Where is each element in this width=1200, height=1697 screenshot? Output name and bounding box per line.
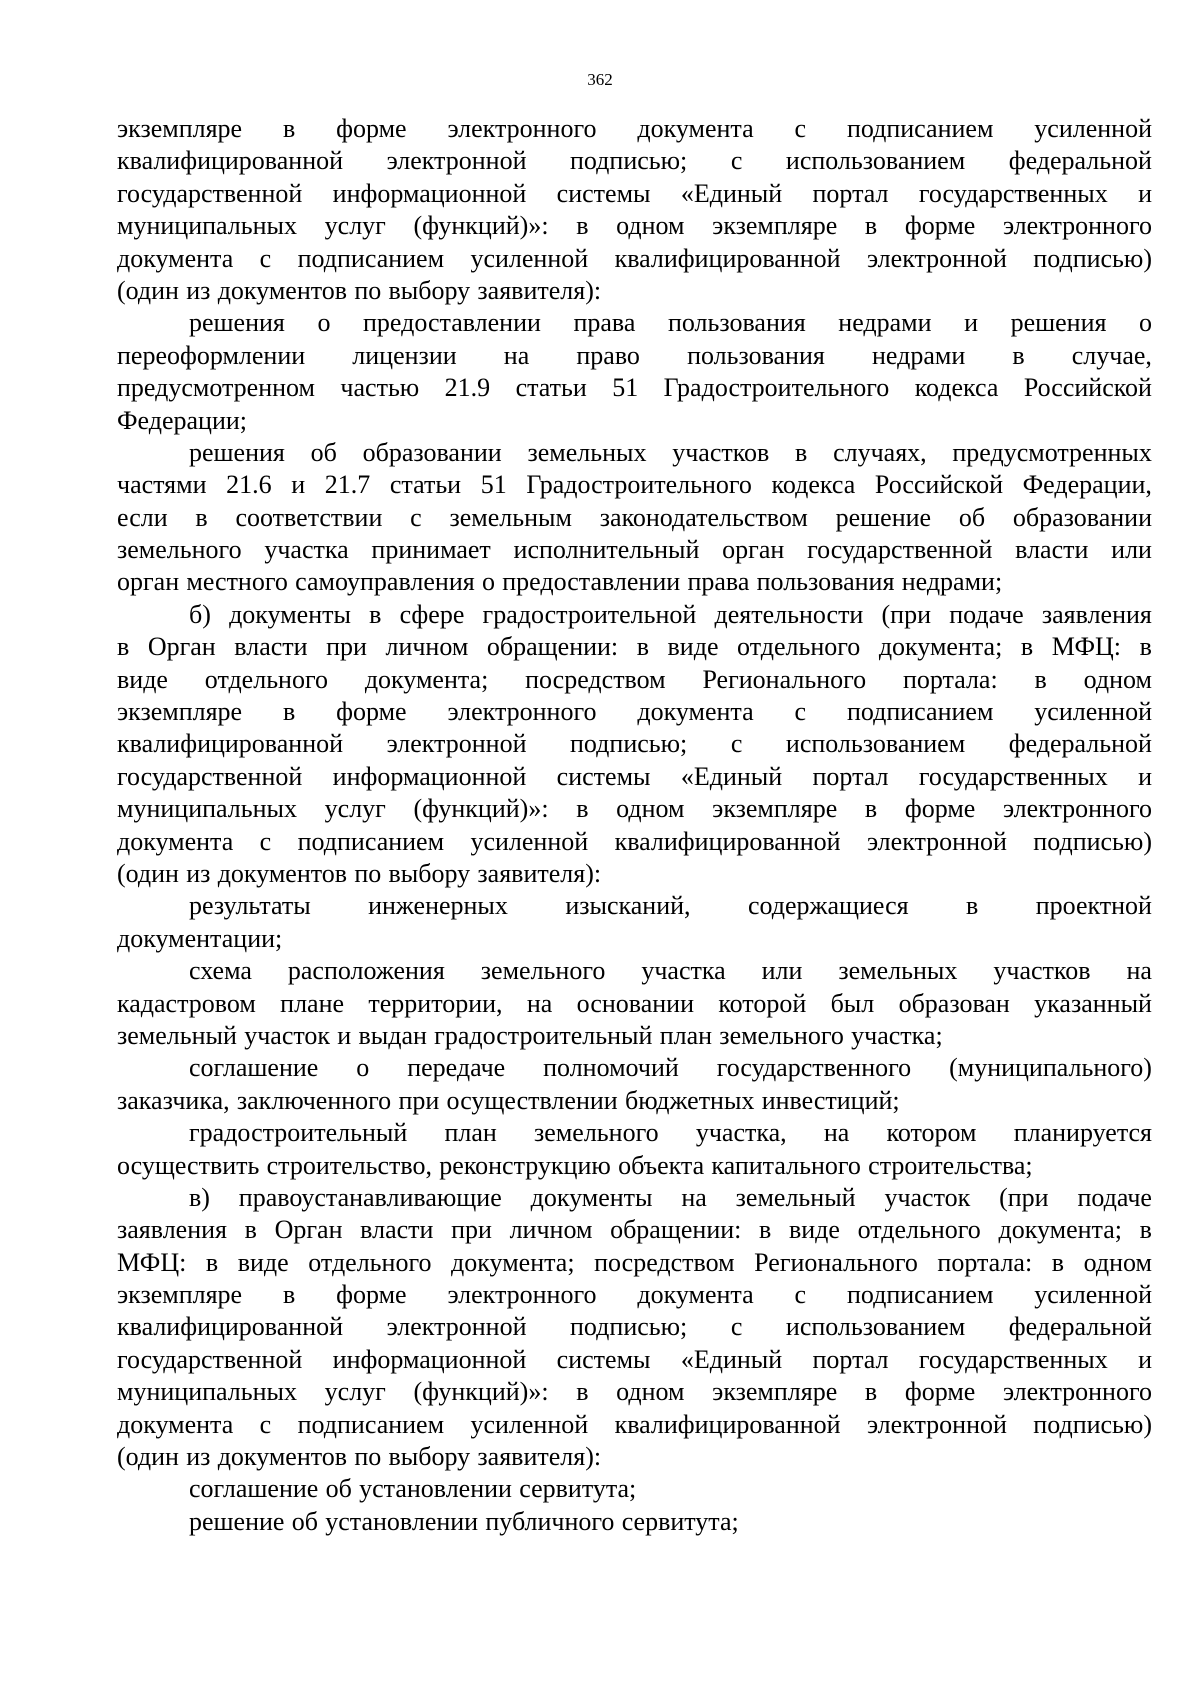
document-body (117, 113, 1152, 1538)
text-line: заявления в Орган власти при личном обращении: в виде отдельного документа; в (117, 1215, 1152, 1245)
text-line: документа с подписанием усиленной квалифицированной электронной подписью) (117, 826, 1152, 856)
text-line: в Орган власти при личном обращении: в виде отдельного документа; в МФЦ: в (117, 632, 1152, 662)
text-line: заказчика, заключенного при осуществлении бюджетных инвестиций; (117, 1085, 900, 1115)
text-line: в) правоустанавливающие документы на земельный участок (при подаче (189, 1182, 1152, 1212)
text-line: государственной информационной системы «Единый портал государственных и (117, 178, 1152, 208)
text-line: результаты инженерных изысканий, содержащиеся в проектной (189, 891, 1152, 921)
text-line: виде отдельного документа; посредством Регионального портала: в одном (117, 664, 1152, 694)
text-line: б) документы в сфере градостроительной деятельности (при подаче заявления (189, 599, 1152, 629)
page-number: 362 (587, 70, 613, 89)
text-line: документа с подписанием усиленной квалифицированной электронной подписью) (117, 243, 1152, 273)
text-line: экземпляре в форме электронного документа с подписанием усиленной (117, 1280, 1152, 1310)
text-line: земельного участка принимает исполнительный орган государственной власти или (117, 535, 1152, 565)
text-line: государственной информационной системы «Единый портал государственных и (117, 1344, 1152, 1374)
text-line: схема расположения земельного участка или земельных участков на (189, 956, 1152, 986)
text-line: земельный участок и выдан градостроительный план земельного участка; (117, 1020, 943, 1050)
text-line: (один из документов по выбору заявителя): (117, 275, 602, 305)
text-line: квалифицированной электронной подписью; с использованием федеральной (117, 729, 1152, 759)
text-line: (один из документов по выбору заявителя): (117, 1442, 602, 1472)
text-line: документации; (117, 923, 283, 953)
text-line: (один из документов по выбору заявителя): (117, 858, 602, 888)
text-line: государственной информационной системы «Единый портал государственных и (117, 761, 1152, 791)
text-line: решения об образовании земельных участков в случаях, предусмотренных (189, 437, 1152, 467)
text-line: если в соответствии с земельным законодательством решение об образовании (117, 502, 1152, 532)
text-line: переоформлении лицензии на право пользования недрами в случае, (117, 340, 1152, 370)
text-line: частями 21.6 и 21.7 статьи 51 Градостроительного кодекса Российской Федерации, (117, 470, 1152, 500)
text-line: документа с подписанием усиленной квалифицированной электронной подписью) (117, 1409, 1152, 1439)
text-line: градостроительный план земельного участка, на котором планируется (189, 1118, 1152, 1148)
text-line: соглашение о передаче полномочий государственного (муниципального) (189, 1053, 1152, 1083)
text-line: соглашение об установлении сервитута; (189, 1474, 637, 1504)
text-line: кадастровом плане территории, на основании которой был образован указанный (117, 988, 1152, 1018)
text-line: квалифицированной электронной подписью; с использованием федеральной (117, 1312, 1152, 1342)
text-line: орган местного самоуправления о предоставлении права пользования недрами; (117, 567, 1003, 597)
text-line: осуществить строительство, реконструкцию объекта капитального строительства; (117, 1150, 1033, 1180)
text-line: экземпляре в форме электронного документа с подписанием усиленной (117, 114, 1152, 143)
text-line: предусмотренном частью 21.9 статьи 51 Градостроительного кодекса Российской (117, 373, 1152, 403)
text-line: экземпляре в форме электронного документа с подписанием усиленной (117, 697, 1152, 727)
text-line: квалифицированной электронной подписью; с использованием федеральной (117, 146, 1152, 176)
text-line: Федерации; (117, 405, 248, 435)
text-line: МФЦ: в виде отдельного документа; посредством Регионального портала: в одном (117, 1247, 1152, 1277)
text-line: муниципальных услуг (функций)»: в одном экземпляре в форме электронного (117, 1377, 1152, 1407)
text-line: решения о предоставлении права пользования недрами и решения о (189, 308, 1152, 338)
text-line: муниципальных услуг (функций)»: в одном экземпляре в форме электронного (117, 211, 1152, 241)
text-line: решение об установлении публичного сервитута; (189, 1506, 739, 1536)
text-line: муниципальных услуг (функций)»: в одном экземпляре в форме электронного (117, 794, 1152, 824)
